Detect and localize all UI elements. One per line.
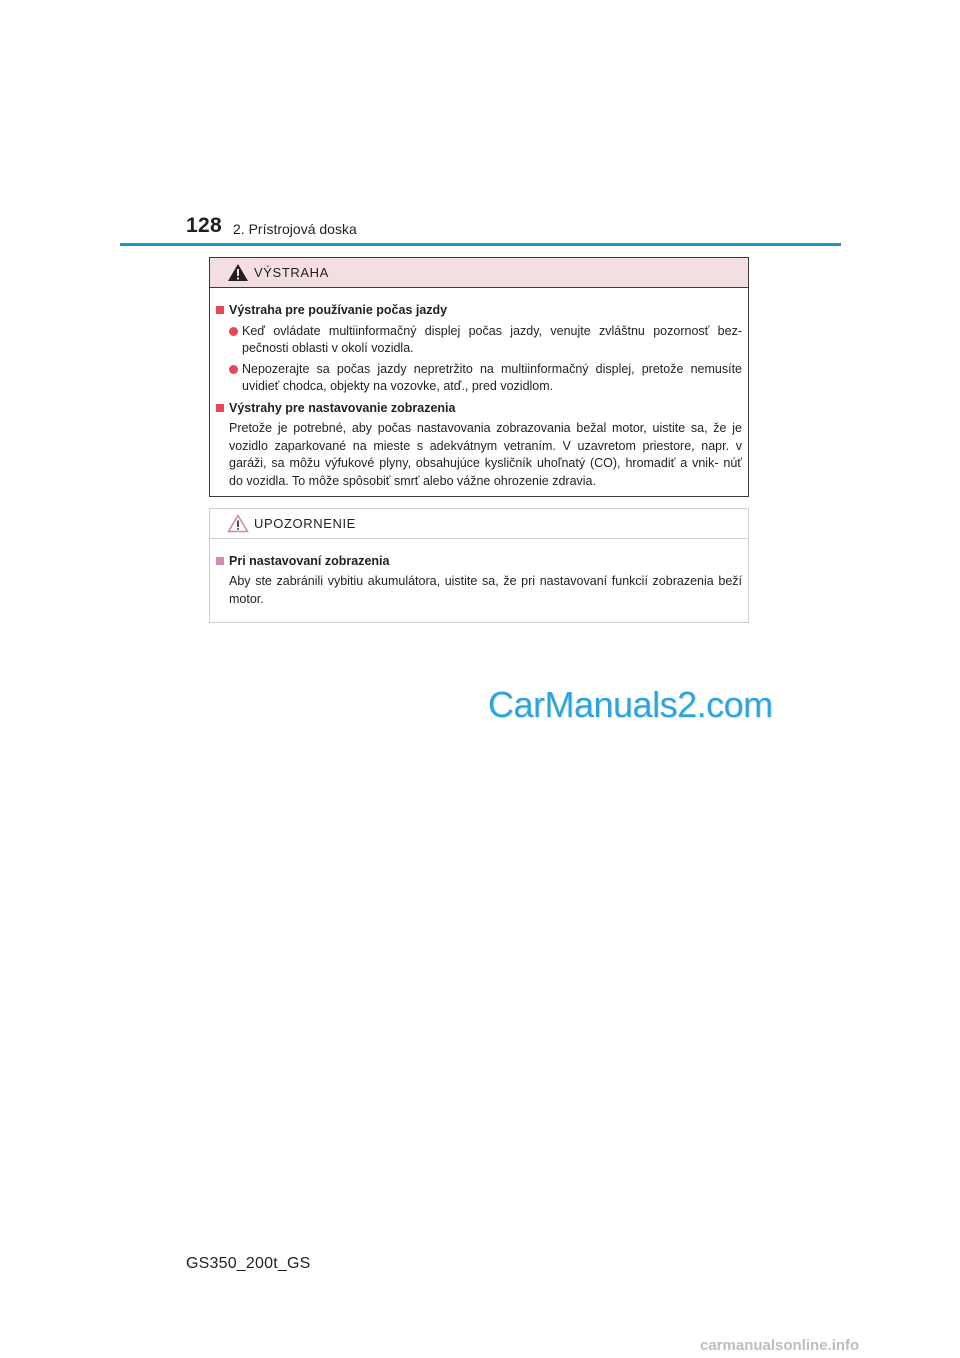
caution-paragraph: Aby ste zabránili vybitiu akumulátora, uistite sa, že pri nastavovaní funkcií zobrazenia beží motor. xyxy=(229,574,742,606)
warning-section-heading xyxy=(216,399,742,417)
circle-bullet-icon xyxy=(229,327,238,336)
square-bullet-icon xyxy=(216,557,224,565)
heading-text: Pri nastavovaní zobrazenia xyxy=(229,554,390,568)
circle-bullet-icon xyxy=(229,365,238,374)
caution-body xyxy=(210,539,748,608)
caution-header xyxy=(210,509,748,539)
footer-model: GS350_200t_GS xyxy=(186,1255,311,1272)
warning-paragraph: Pretože je potrebné, aby počas nastavovania zobrazovania bežal motor, uistite sa, že je vozidlo zaparkované na mieste s adekvátnym vetraním. V uzavretom priestore, napr. v garáži, sa môžu výfukové plyny, obsahujúce kysličník uhoľnatý (CO), hromadiť a vnik- núť do vozidla. To môže spôsobiť smrť alebo vážne ohrozenie zdravia. xyxy=(229,421,742,488)
footer-site-watermark: carmanualsonline.info xyxy=(700,1337,860,1354)
caution-box xyxy=(209,508,749,623)
list-item-text: Keď ovládate multiinformačný displej počas jazdy, venujte zvláštnu pozornosť bez- pečnosti oblasti v okolí vozidla. xyxy=(242,324,742,355)
warning-box xyxy=(209,257,749,497)
heading-text: Výstraha pre používanie počas jazdy xyxy=(229,303,448,317)
watermark-logo: CarManuals2.com xyxy=(488,684,773,725)
list-item-text: Nepozerajte sa počas jazdy nepretržito na multiinformačný displej, pretože nemusíte uvidieť chodca, objekty na vozovke, atď., pred vozidlom. xyxy=(242,362,742,393)
header-rule xyxy=(120,243,841,246)
heading-text: Výstrahy pre nastavovanie zobrazenia xyxy=(229,401,456,415)
caution-title: UPOZORNENIE xyxy=(254,516,356,531)
list-item xyxy=(216,323,742,357)
page-number: 128 xyxy=(186,214,222,237)
caution-section-heading xyxy=(216,552,742,570)
caution-triangle-icon xyxy=(227,514,249,533)
square-bullet-icon xyxy=(216,306,224,314)
warning-title: VÝSTRAHA xyxy=(254,265,329,280)
section-title: 2. Prístrojová doska xyxy=(233,221,357,237)
warning-header xyxy=(210,258,748,288)
list-item xyxy=(216,361,742,395)
square-bullet-icon xyxy=(216,404,224,412)
warning-triangle-icon xyxy=(227,263,249,282)
warning-section-heading xyxy=(216,301,742,319)
warning-body xyxy=(210,288,748,490)
